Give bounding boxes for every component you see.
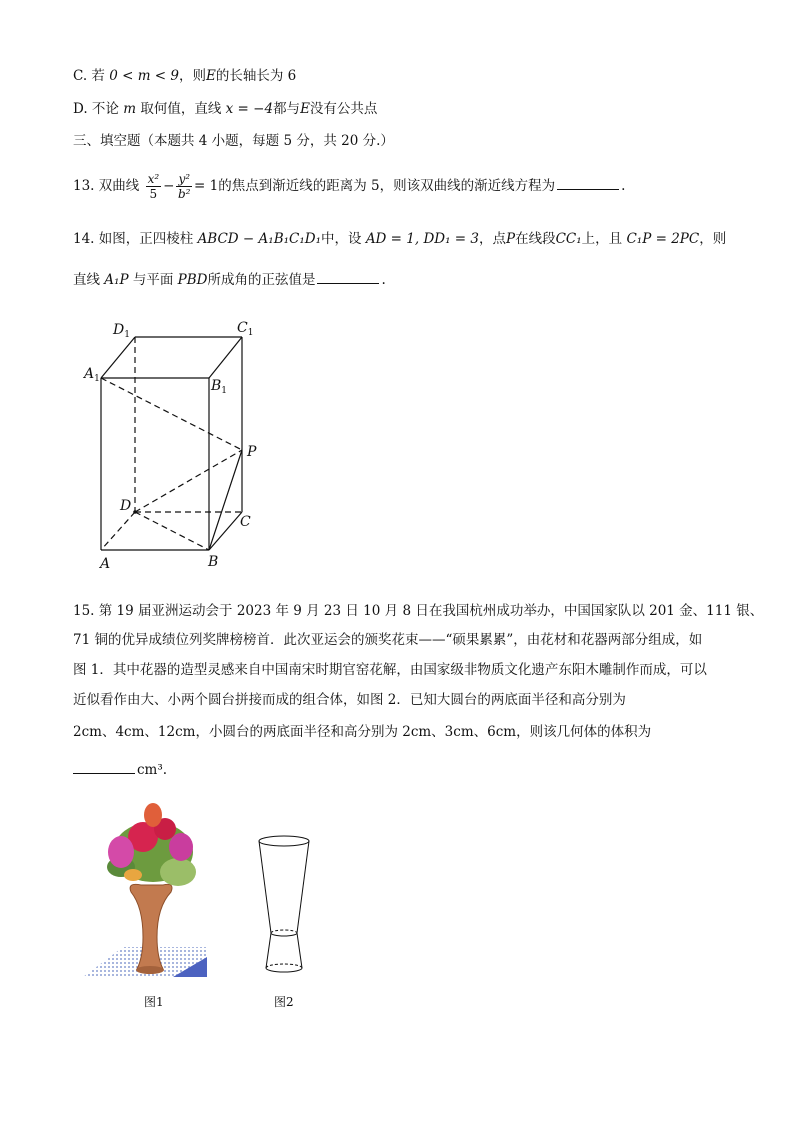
label-A: A [100,556,111,572]
point-D [133,510,137,514]
q15-line4: 近似看作由大、小两个圆台拼接而成的组合体，如图 2．已知大圆台的两底面半径和高分别为 [73,692,626,708]
label-A1: $A_1$ [84,366,100,384]
q14-d: 在线段 [515,231,556,247]
label-B: B [208,554,219,570]
q14-A1P: A₁P [104,272,129,288]
edge-C1B1 [209,337,242,378]
q13-rest: 的焦点到渐近线的距离为 5，则该双曲线的渐近线方程为 [218,178,556,194]
edge-DB [135,512,209,550]
top-ellipse [259,836,309,846]
label-D1: $D_1$ [113,322,130,340]
question-13 [73,170,625,202]
lower-left-edge [266,933,271,968]
edge-BP [209,450,242,550]
q14-cond: AD = 1, DD₁ = 3 [365,231,479,247]
orchid-right [169,833,193,861]
q13-b2: b² [178,187,191,201]
option-d-E: E [300,101,310,117]
q15-line1: 15. 第 19 届亚洲运动会于 2023 年 9 月 23 日 10 月 8 日在我国杭州成功举办，中国国家队以 201 金、111 银、 [73,603,764,619]
q14-a: 14. 如图，正四棱柱 [73,231,194,247]
label-C1: $C_1$ [237,320,254,338]
q13-fraction-y [176,172,192,201]
vase-photo-illustration [83,797,213,982]
upper-left-edge [259,841,271,933]
q14-answer-blank[interactable] [317,271,379,284]
option-d-mid: 取何值，直线 [140,101,222,117]
q13-prefix: 13. 双曲线 [73,178,140,194]
option-c-mid: ，则 [179,68,207,84]
q14-line2-c: 所成角的正弦值是 [207,272,316,288]
orange-bud [144,803,162,827]
option-c-E: E [206,68,216,84]
option-d-end: 没有公共点 [309,101,378,117]
q13-eq1: = 1 [194,178,219,194]
option-d-equation: x = −4 [225,101,274,117]
option-c [73,66,296,86]
edge-DP [135,450,242,512]
q14-P: P [506,231,516,247]
bottom-ellipse-back [266,964,302,968]
frustum-figure [254,833,314,983]
middle-ellipse-front [271,933,297,936]
q13-end: . [621,178,626,194]
option-d-prefix: D. 不论 [73,101,119,117]
section-3-heading: 三、填空题（本题共 4 小题，每题 5 分，共 20 分.） [73,133,394,149]
q14-c: ，点 [479,231,506,247]
option-d-mid2: 都与 [273,101,301,117]
q14-e: 上，且 [581,231,623,247]
option-c-end: 的长轴长为 6 [215,68,297,84]
q15-line6 [73,760,167,780]
edge-A1P [101,378,242,450]
edge-BC [209,512,242,550]
q15-end: . [162,762,168,778]
q14-b: 中，设 [321,231,362,247]
q15-answer-blank[interactable] [73,761,135,774]
q15-line3: 图 1．其中花器的造型灵感来自中国南宋时期官窑花解，由国家级非物质文化遗产东阳木雕制作而成，可以 [73,662,707,678]
figure-1-caption: 图1 [144,995,164,1009]
q14-PBD: PBD [177,272,208,288]
q13-answer-blank[interactable] [557,177,619,190]
option-c-prefix: C. 若 [73,68,105,84]
q13-minus: − [163,178,175,194]
question-14-line1 [73,229,726,249]
q14-f: ，则 [699,231,727,247]
edge-D1A1 [101,337,135,378]
fruit [124,869,142,881]
orchid-left [108,836,134,868]
lower-right-edge [297,933,302,968]
figure-2-caption: 图2 [274,995,294,1009]
upper-right-edge [297,841,309,933]
label-D: D [120,498,132,514]
option-d-m: m [123,101,137,117]
option-d [73,99,377,119]
q14-cond2: C₁P = 2PC [626,231,700,247]
q13-fraction-x [146,172,162,201]
q13-x2: x² [147,172,160,186]
q14-line2-end: . [381,272,386,288]
bottom-ellipse-front [266,968,302,972]
q13-5: 5 [149,187,158,201]
label-B1: $B_1$ [211,378,228,396]
middle-ellipse-back [271,930,297,933]
option-c-condition: 0 < m < 9 [109,68,180,84]
vase-foot [136,966,164,974]
q15-line2: 71 铜的优异成绩位列奖牌榜榜首．此次亚运会的颁奖花束——“硕果累累”，由花材和花器两部分组成，如 [73,632,703,648]
q13-y2: y² [178,172,191,186]
q14-CC1: CC₁ [555,231,582,247]
edge-DA [101,512,135,550]
question-14-line2 [73,270,386,290]
q15-line5: 2cm、4cm、12cm，小圆台的两底面半径和高分别为 2cm、3cm、6cm，则该几何体的体积为 [73,724,652,740]
label-C: C [240,514,251,530]
q14-prism: ABCD − A₁B₁C₁D₁ [197,231,322,247]
leaf-right [160,858,196,886]
q15-unit: cm³ [137,762,163,778]
label-P: P [247,444,257,460]
q14-line2-b: 与平面 [132,272,174,288]
q14-line2-a: 直线 [73,272,100,288]
